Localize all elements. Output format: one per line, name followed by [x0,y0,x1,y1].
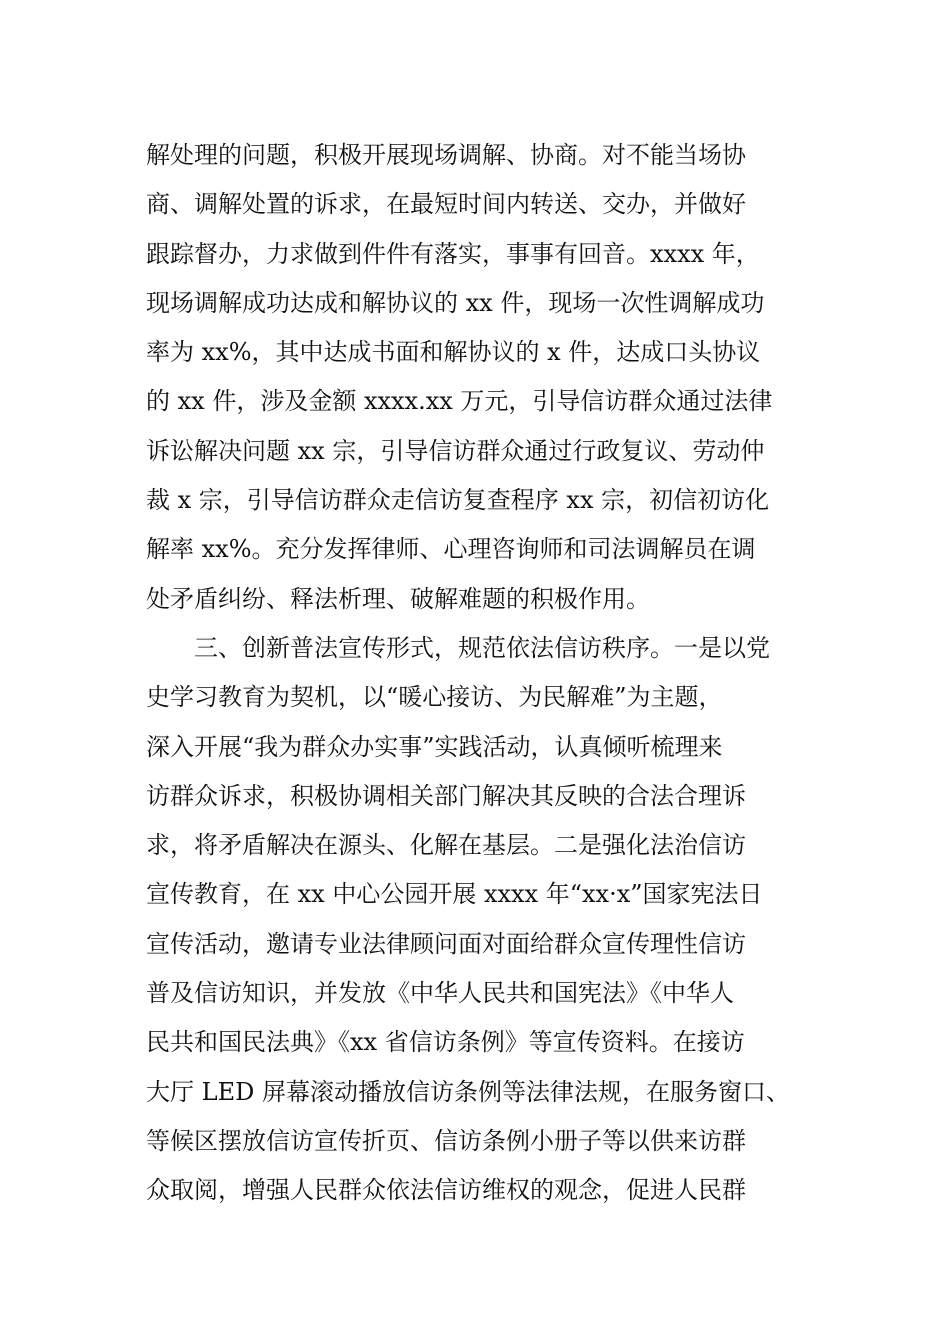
text-line: 诉讼解决问题 xx 宗，引导信访群众通过行政复议、劳动仲 [146,436,765,465]
text-line: 史学习教育为契机，以“暖心接访、为民解难”为主题， [146,683,723,712]
text-line: 宣传教育，在 xx 中心公园开展 xxxx 年“xx·x”国家宪法日 [146,880,763,909]
text-line: 裁 x 宗，引导信访群众走信访复查程序 xx 宗，初信初访化 [146,486,770,515]
text-line: 的 xx 件，涉及金额 xxxx.xx 万元，引导信访群众通过法律 [146,387,773,416]
text-line: 深入开展“我为群众办实事”实践活动，认真倾听梳理来 [146,732,723,761]
text-line: 普及信访知识，并发放《中华人民共和国宪法》《中华人 [146,979,734,1008]
text-line: 解处理的问题，积极开展现场调解、协商。对不能当场协 [146,141,746,169]
text-line: 民共和国民法典》《xx 省信访条例》等宣传资料。在接访 [146,1028,745,1057]
text-line: 现场调解成功达成和解协议的 xx 件，现场一次性调解成功 [146,288,765,317]
text-line: 解率 xx%。充分发挥律师、心理咨询师和司法调解员在调 [146,535,756,564]
body-text [146,131,826,1216]
text-line: 跟踪督办，力求做到件件有落实，事事有回音。xxxx 年， [146,239,760,268]
text-line: 处矛盾纠纷、释法析理、破解难题的积极作用。 [146,584,650,613]
text-line: 商、调解处置的诉求，在最短时间内转送、交办，并做好 [146,190,746,219]
section-heading-line: 三、创新普法宣传形式，规范依法信访秩序。一是以党 [194,633,770,662]
text-line: 宣传活动，邀请专业法律顾问面对面给群众宣传理性信访 [146,929,746,958]
text-line: 众取阅，增强人民群众依法信访维权的观念，促进人民群 [146,1176,746,1205]
text-line: 求，将矛盾解决在源头、化解在基层。二是强化法治信访 [146,831,746,860]
text-line: 访群众诉求，积极协调相关部门解决其反映的合法合理诉 [146,781,746,810]
text-line: 率为 xx%，其中达成书面和解协议的 x 件，达成口头协议 [146,338,761,367]
text-line: 等候区摆放信访宣传折页、信访条例小册子等以供来访群 [146,1126,746,1155]
text-line: 大厅 LED 屏幕滚动播放信访条例等法律法规，在服务窗口、 [146,1077,790,1106]
